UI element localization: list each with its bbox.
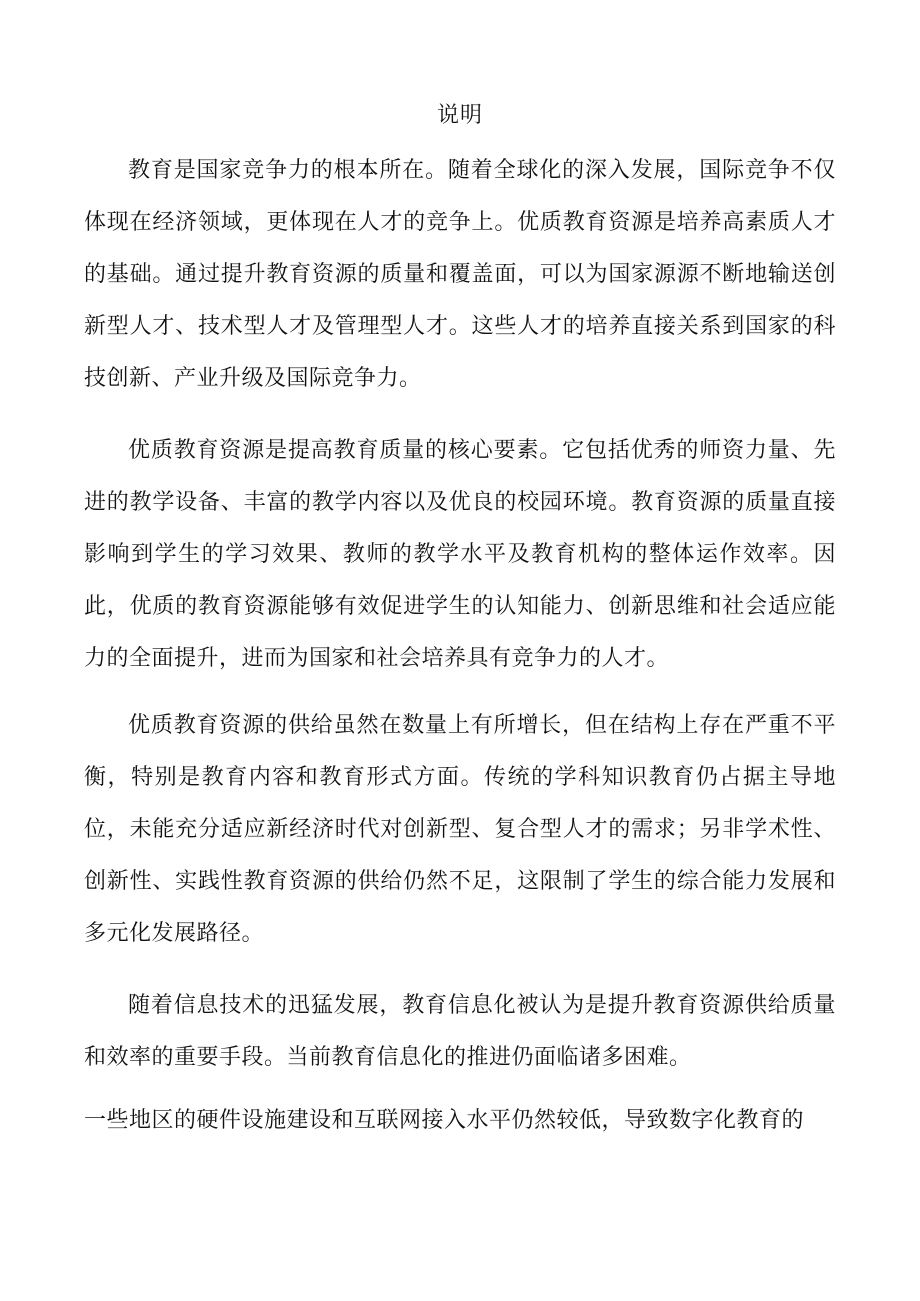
paragraph-1: 教育是国家竞争力的根本所在。随着全球化的深入发展，国际竞争不仅体现在经济领域，更体现在人才的竞争上。优质教育资源是培养高素质人才的基础。通过提升教育资源的质量和覆盖面，可以为国家源源不断地输送创新型人才、技术型人才及管理型人才。这些人才的培养直接关系到国家的科技创新、产业升级及国际竞争力。 — [84, 158, 836, 391]
paragraph-4: 随着信息技术的迅猛发展，教育信息化被认为是提升教育资源供给质量和效率的重要手段。当前教育信息化的推进仍面临诸多困难。 — [84, 993, 836, 1070]
document-title: 说明 — [436, 103, 483, 128]
paragraph-5: 一些地区的硬件设施建设和互联网接入水平仍然较低，导致数字化教育的 — [84, 1108, 805, 1133]
paragraph-3: 优质教育资源的供给虽然在数量上有所增长，但在结构上存在严重不平衡，特别是教育内容和教育形式方面。传统的学科知识教育仍占据主导地位，未能充分适应新经济时代对创新型、复合型人才的需求；另非学术性、创新性、实践性教育资源的供给仍然不足，这限制了学生的综合能力发展和多元化发展路径。 — [84, 713, 836, 946]
paragraph-2: 优质教育资源是提高教育质量的核心要素。它包括优秀的师资力量、先进的教学设备、丰富的教学内容以及优良的校园环境。教育资源的质量直接影响到学生的学习效果、教师的教学水平及教育机构的整体运作效率。因此，优质的教育资源能够有效促进学生的认知能力、创新思维和社会适应能力的全面提升，进而为国家和社会培养具有竞争力的人才。 — [84, 438, 836, 671]
